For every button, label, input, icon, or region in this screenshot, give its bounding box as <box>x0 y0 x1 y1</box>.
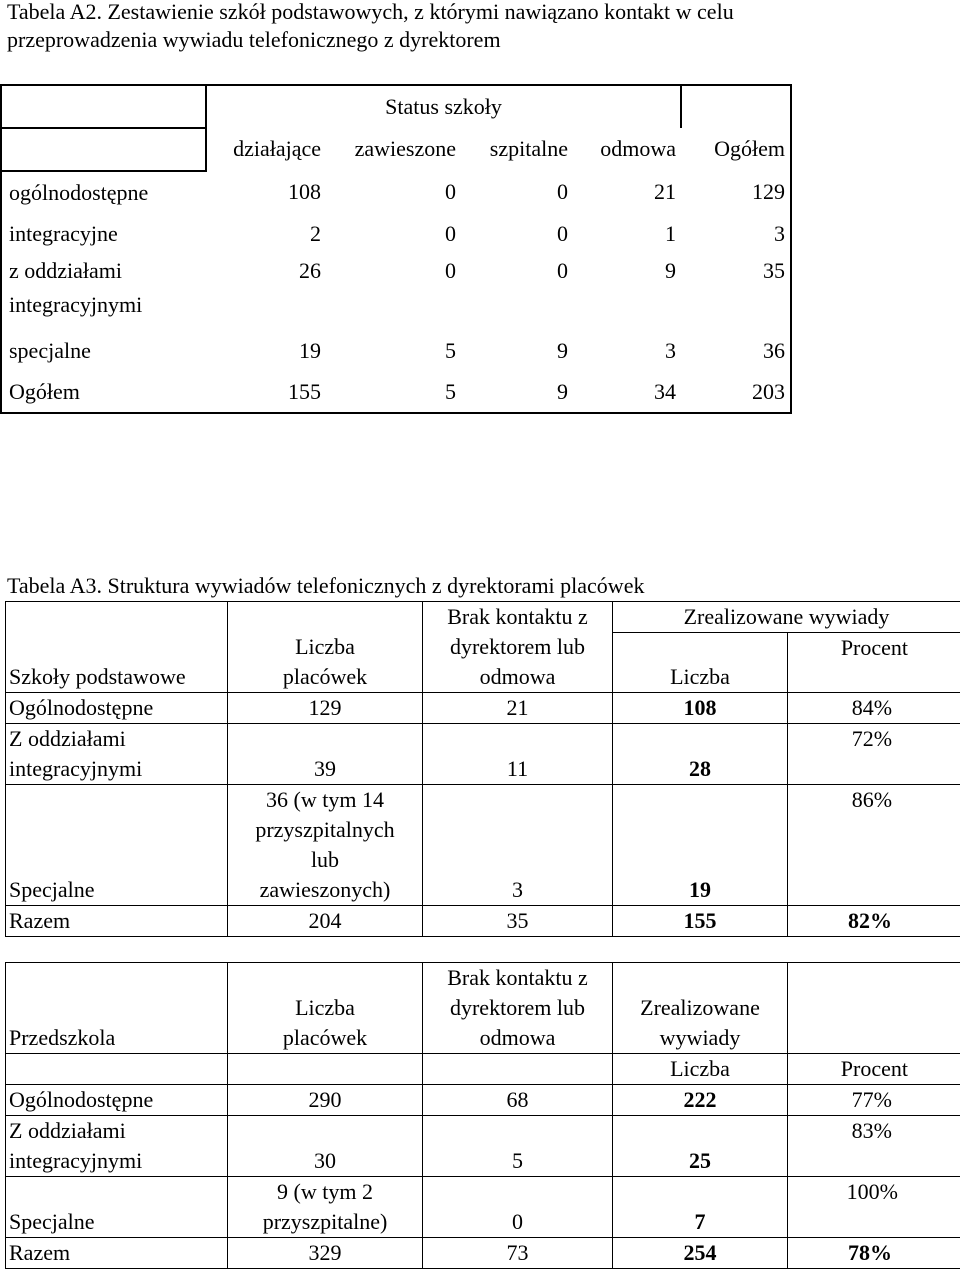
header-schools: Szkoły podstawowe <box>6 602 228 693</box>
table-a3-caption: Tabela A3. Struktura wywiadów telefonicznych z dyrektorami placówek <box>7 571 644 601</box>
col-header: Ogółem <box>681 128 791 171</box>
col-header: odmowa <box>573 128 681 171</box>
table-row: z oddziałami integracyjnymi 26 0 0 9 35 <box>1 254 791 330</box>
table-row: integracyjne 2 0 0 1 3 <box>1 213 791 254</box>
status-group-header: Status szkoły <box>206 85 681 128</box>
header-preschools: Przedszkola <box>6 963 228 1054</box>
table-row: Z oddziałami integracyjnymi 39 11 28 72% <box>6 724 960 785</box>
table-a2-caption-line1: Tabela A2. Zestawienie szkół podstawowych, z którymi nawiązano kontakt w celu <box>7 0 734 27</box>
table-row: ogólnodostępne 108 0 0 21 129 <box>1 171 791 213</box>
col-header: zawieszone <box>326 128 461 171</box>
table-row: Ogólnodostępne 129 21 108 84% <box>6 693 960 724</box>
table-row: Z oddziałami integracyjnymi 30 5 25 83% <box>6 1116 960 1177</box>
table-a3: Szkoły podstawowe Liczba placówek Brak kontaktu z dyrektorem lub odmowa Zrealizowane wywiady Liczba Procent Ogólnodostępne 129 21 108 84% Z oddziałami integracyjnymi 39 11 28 72% Specjalne 36 (w tym 14 przyszpitalnych lub zawieszonych) 3 19 86% Razem 204 35 155 82% <box>5 601 960 937</box>
table-row: Ogółem 155 5 9 34 203 <box>1 371 791 413</box>
table-row: specjalne 19 5 9 3 36 <box>1 330 791 371</box>
table-row: Ogólnodostępne 290 68 222 77% <box>6 1085 960 1116</box>
table-row: Razem 329 73 254 78% <box>6 1238 960 1269</box>
table-a2 <box>0 84 792 414</box>
table-a2-caption-line2: przeprowadzenia wywiadu telefonicznego z dyrektorem <box>7 25 501 55</box>
col-header: szpitalne <box>461 128 573 171</box>
table-row: Specjalne 9 (w tym 2 przyszpitalne) 0 7 100% <box>6 1177 960 1238</box>
col-header: działające <box>206 128 326 171</box>
table-preschools: Przedszkola Liczba placówek Brak kontaktu z dyrektorem lub odmowa Zrealizowane wywiady Liczba Procent Ogólnodostępne 290 68 222 77% Z oddziałami integracyjnymi 30 5 25 83% Specjalne 9 (w tym 2 przyszpitalne) 0 7 100% Razem 329 73 254 78% <box>5 962 960 1269</box>
table-row: Razem 204 35 155 82% <box>6 906 960 937</box>
table-row: Specjalne 36 (w tym 14 przyszpitalnych lub zawieszonych) 3 19 86% <box>6 785 960 906</box>
header-group: Zrealizowane wywiady <box>613 602 960 633</box>
